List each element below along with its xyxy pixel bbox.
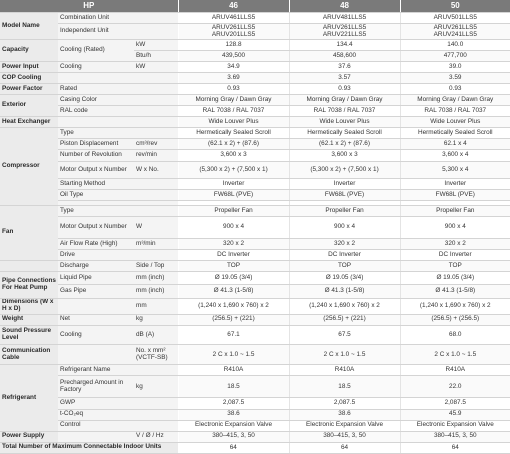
table-row <box>0 216 510 238</box>
value-48: 64 <box>289 442 400 453</box>
value-48: Ø 19.05 (3/4) <box>289 272 400 285</box>
row-subcategory: Cooling (Rated) <box>58 40 134 62</box>
value-50: 140.0 <box>400 40 510 51</box>
value-48: 67.5 <box>289 325 400 345</box>
value-46: ARUV461LLS5 <box>178 13 289 24</box>
row-unit <box>134 24 178 40</box>
row-subcategory: Independent Unit <box>58 24 134 40</box>
row-unit <box>134 365 178 376</box>
value-50: 900 x 4 <box>400 216 510 238</box>
value-46: Ø 41.3 (1-5/8) <box>178 285 289 298</box>
value-50: 64 <box>400 442 510 453</box>
row-subcategory: Piston Displacement <box>58 139 134 150</box>
row-subcategory: GWP <box>58 398 134 409</box>
row-subcategory <box>58 345 134 365</box>
value-48: 0.93 <box>289 84 400 95</box>
table-row <box>0 285 510 298</box>
value-46: 2 C x 1.0 ~ 1.5 <box>178 345 289 365</box>
row-unit <box>134 117 178 128</box>
value-50: Propeller Fan <box>400 205 510 216</box>
table-row <box>0 345 510 365</box>
value-46: 320 x 2 <box>178 238 289 249</box>
value-48: DC Inverter <box>289 249 400 260</box>
value-48: Electronic Expansion Valve <box>289 420 400 431</box>
value-50: Electronic Expansion Valve <box>400 420 510 431</box>
value-50: Morning Gray / Dawn Gray <box>400 95 510 106</box>
table-row <box>0 190 510 201</box>
value-46: (256.5) + (221) <box>178 314 289 325</box>
value-48: ARUV261LLS5 ARUV221LLS5 <box>289 24 400 40</box>
row-unit: cm³/rev <box>134 139 178 150</box>
row-subcategory: Rated <box>58 84 134 95</box>
table-row <box>0 431 510 442</box>
table-row <box>0 442 510 453</box>
row-unit <box>134 106 178 117</box>
row-category: Refrigerant <box>0 365 58 431</box>
table-row <box>0 62 510 73</box>
value-50: Ø 41.3 (1-5/8) <box>400 285 510 298</box>
row-subcategory: Discharge <box>58 260 134 271</box>
value-50: (256.5) + (256.5) <box>400 314 510 325</box>
value-50: 62.1 x 4 <box>400 139 510 150</box>
row-category <box>0 260 58 271</box>
row-unit <box>134 409 178 420</box>
table-body <box>0 13 510 454</box>
table-row <box>0 249 510 260</box>
table-row <box>0 84 510 95</box>
row-unit <box>134 249 178 260</box>
value-48: 134.4 <box>289 40 400 51</box>
row-unit: Side / Top <box>134 260 178 271</box>
row-subcategory: Type <box>58 205 134 216</box>
value-50: 477,700 <box>400 51 510 62</box>
value-50: 380–415, 3, 50 <box>400 431 510 442</box>
value-50: 320 x 2 <box>400 238 510 249</box>
row-subcategory: Casing Color <box>58 95 134 106</box>
value-46: 439,500 <box>178 51 289 62</box>
value-50: R410A <box>400 365 510 376</box>
value-46: Morning Gray / Dawn Gray <box>178 95 289 106</box>
value-46: Electronic Expansion Valve <box>178 420 289 431</box>
table-row <box>0 420 510 431</box>
row-category: Exterior <box>0 95 58 117</box>
value-48: R410A <box>289 365 400 376</box>
value-48: Wide Louver Plus <box>289 117 400 128</box>
value-46: 18.5 <box>178 376 289 398</box>
table-row <box>0 161 510 179</box>
table-row <box>0 272 510 285</box>
value-48: (256.5) + (221) <box>289 314 400 325</box>
row-subcategory <box>58 431 134 442</box>
row-unit: dB (A) <box>134 325 178 345</box>
row-category: Sound Pressure Level <box>0 325 58 345</box>
row-subcategory: Air Flow Rate (High) <box>58 238 134 249</box>
header-model-48: 48 <box>289 0 400 13</box>
value-50: ARUV261LLS5 ARUV241LLS5 <box>400 24 510 40</box>
value-48: (1,240 x 1,690 x 760) x 2 <box>289 298 400 314</box>
row-category: Compressor <box>0 128 58 205</box>
value-46: 34.9 <box>178 62 289 73</box>
row-subcategory: Gas Pipe <box>58 285 134 298</box>
row-subcategory: Motor Output x Number <box>58 216 134 238</box>
table-row <box>0 205 510 216</box>
value-50: RAL 7038 / RAL 7037 <box>400 106 510 117</box>
value-48: 18.5 <box>289 376 400 398</box>
table-row <box>0 365 510 376</box>
row-category: Weight <box>0 314 58 325</box>
row-subcategory: Cooling <box>58 325 134 345</box>
value-50: Hermetically Sealed Scroll <box>400 128 510 139</box>
table-row <box>0 73 510 84</box>
row-category: Model Name <box>0 13 58 40</box>
value-46: 128.8 <box>178 40 289 51</box>
value-48: TOP <box>289 260 400 271</box>
row-unit: mm (inch) <box>134 285 178 298</box>
table-header <box>0 0 510 13</box>
row-subcategory <box>58 73 134 84</box>
row-unit <box>134 73 178 84</box>
row-category: Power Factor <box>0 84 58 95</box>
value-48: 2 C x 1.0 ~ 1.5 <box>289 345 400 365</box>
value-48: Ø 41.3 (1-5/8) <box>289 285 400 298</box>
value-50: 3.59 <box>400 73 510 84</box>
value-46: R410A <box>178 365 289 376</box>
table-row <box>0 150 510 161</box>
table-row <box>0 95 510 106</box>
value-48: 38.6 <box>289 409 400 420</box>
value-48: 37.6 <box>289 62 400 73</box>
table-row <box>0 106 510 117</box>
row-unit: V / Ø / Hz <box>134 431 178 442</box>
table-row <box>0 13 510 24</box>
table-row <box>0 128 510 139</box>
value-50: Inverter <box>400 179 510 190</box>
row-subcategory: Liquid Pipe <box>58 272 134 285</box>
row-unit <box>134 398 178 409</box>
table-row <box>0 179 510 190</box>
row-unit: Btu/h <box>134 51 178 62</box>
row-category: COP Cooling <box>0 73 58 84</box>
row-unit: kg <box>134 314 178 325</box>
value-46: FW68L (PVE) <box>178 190 289 201</box>
row-unit <box>134 205 178 216</box>
row-subcategory: Number of Revolution <box>58 150 134 161</box>
value-46: Ø 19.05 (3/4) <box>178 272 289 285</box>
value-50: DC Inverter <box>400 249 510 260</box>
value-46: RAL 7038 / RAL 7037 <box>178 106 289 117</box>
row-unit: W <box>134 216 178 238</box>
row-subcategory: Oil Type <box>58 190 134 201</box>
value-50: 0.93 <box>400 84 510 95</box>
table-row <box>0 40 510 51</box>
value-50: 68.0 <box>400 325 510 345</box>
row-category: Total Number of Maximum Connectable Indoor Units <box>0 442 178 453</box>
row-subcategory <box>58 298 134 314</box>
value-46: 3.69 <box>178 73 289 84</box>
value-48: ARUV481LLS5 <box>289 13 400 24</box>
row-subcategory: Combination Unit <box>58 13 134 24</box>
row-unit <box>134 179 178 190</box>
row-category: Heat Exchanger <box>0 117 58 128</box>
row-subcategory: Control <box>58 420 134 431</box>
value-48: 3,600 x 3 <box>289 150 400 161</box>
value-46: Inverter <box>178 179 289 190</box>
value-50: 22.0 <box>400 376 510 398</box>
row-subcategory: Drive <box>58 249 134 260</box>
row-unit: W x No. <box>134 161 178 179</box>
row-category: Communication Cable <box>0 345 58 365</box>
value-46: TOP <box>178 260 289 271</box>
value-48: Propeller Fan <box>289 205 400 216</box>
table-row <box>0 24 510 40</box>
value-46: ARUV261LLS5 ARUV201LLS5 <box>178 24 289 40</box>
value-48: (62.1 x 2) + (87.6) <box>289 139 400 150</box>
row-unit: kW <box>134 40 178 51</box>
row-category: Dimensions (W x H x D) <box>0 298 58 314</box>
value-50: 39.0 <box>400 62 510 73</box>
value-48: 3.57 <box>289 73 400 84</box>
row-unit <box>134 13 178 24</box>
row-unit: kW <box>134 62 178 73</box>
row-subcategory: Motor Output x Number <box>58 161 134 179</box>
value-46: 67.1 <box>178 325 289 345</box>
value-50: FW68L (PVE) <box>400 190 510 201</box>
value-46: 64 <box>178 442 289 453</box>
value-48: 458,600 <box>289 51 400 62</box>
row-subcategory: Refrigerant Name <box>58 365 134 376</box>
value-50: 45.9 <box>400 409 510 420</box>
row-unit <box>134 128 178 139</box>
header-model-46: 46 <box>178 0 289 13</box>
value-50: Wide Louver Plus <box>400 117 510 128</box>
table-row <box>0 139 510 150</box>
value-46: 3,600 x 3 <box>178 150 289 161</box>
row-category: Power Input <box>0 62 58 73</box>
row-unit <box>134 84 178 95</box>
row-unit <box>134 190 178 201</box>
row-subcategory: Type <box>58 128 134 139</box>
row-unit: No. x mm² (VCTF-SB) <box>134 345 178 365</box>
header-row <box>0 0 510 13</box>
value-46: (62.1 x 2) + (87.6) <box>178 139 289 150</box>
value-46: (5,300 x 2) + (7,500 x 1) <box>178 161 289 179</box>
row-unit: rev/min <box>134 150 178 161</box>
value-46: Hermetically Sealed Scroll <box>178 128 289 139</box>
row-unit: mm <box>134 298 178 314</box>
row-category: Pipe Connections For Heat Pump <box>0 272 58 299</box>
row-category: Fan <box>0 205 58 260</box>
row-subcategory: Cooling <box>58 62 134 73</box>
value-46: 0.93 <box>178 84 289 95</box>
row-subcategory: Precharged Amount in Factory <box>58 376 134 398</box>
row-category: Capacity <box>0 40 58 62</box>
table-row <box>0 314 510 325</box>
value-48: 380–415, 3, 50 <box>289 431 400 442</box>
value-46: 380–415, 3, 50 <box>178 431 289 442</box>
value-48: Inverter <box>289 179 400 190</box>
value-48: Hermetically Sealed Scroll <box>289 128 400 139</box>
table-row <box>0 325 510 345</box>
value-46: Wide Louver Plus <box>178 117 289 128</box>
value-46: 38.6 <box>178 409 289 420</box>
row-unit: m³/min <box>134 238 178 249</box>
value-46: 900 x 4 <box>178 216 289 238</box>
value-48: Morning Gray / Dawn Gray <box>289 95 400 106</box>
row-subcategory <box>58 117 134 128</box>
row-unit <box>134 420 178 431</box>
table-row <box>0 238 510 249</box>
header-model-50: 50 <box>400 0 510 13</box>
value-48: (5,300 x 2) + (7,500 x 1) <box>289 161 400 179</box>
header-hp: HP <box>0 0 178 13</box>
table-row <box>0 409 510 420</box>
row-subcategory: t-CO₂eq <box>58 409 134 420</box>
row-subcategory: RAL code <box>58 106 134 117</box>
value-48: FW68L (PVE) <box>289 190 400 201</box>
value-46: 2,087.5 <box>178 398 289 409</box>
table-row <box>0 376 510 398</box>
value-46: Propeller Fan <box>178 205 289 216</box>
value-46: (1,240 x 1,690 x 760) x 2 <box>178 298 289 314</box>
row-unit: mm (inch) <box>134 272 178 285</box>
table-row <box>0 260 510 271</box>
value-48: 900 x 4 <box>289 216 400 238</box>
row-unit <box>134 95 178 106</box>
value-50: TOP <box>400 260 510 271</box>
row-category: Power Supply <box>0 431 58 442</box>
table-row <box>0 117 510 128</box>
value-50: 5,300 x 4 <box>400 161 510 179</box>
row-subcategory: Net <box>58 314 134 325</box>
value-50: 3,600 x 4 <box>400 150 510 161</box>
value-50: 2 C x 1.0 ~ 1.5 <box>400 345 510 365</box>
value-48: 320 x 2 <box>289 238 400 249</box>
value-50: 2,087.5 <box>400 398 510 409</box>
value-48: 2,087.5 <box>289 398 400 409</box>
value-50: Ø 19.05 (3/4) <box>400 272 510 285</box>
table-row <box>0 298 510 314</box>
table-row <box>0 398 510 409</box>
value-46: DC Inverter <box>178 249 289 260</box>
value-48: RAL 7038 / RAL 7037 <box>289 106 400 117</box>
row-unit: kg <box>134 376 178 398</box>
row-subcategory: Starting Method <box>58 179 134 190</box>
value-50: (1,240 x 1,690 x 760) x 2 <box>400 298 510 314</box>
value-50: ARUV501LLS5 <box>400 13 510 24</box>
